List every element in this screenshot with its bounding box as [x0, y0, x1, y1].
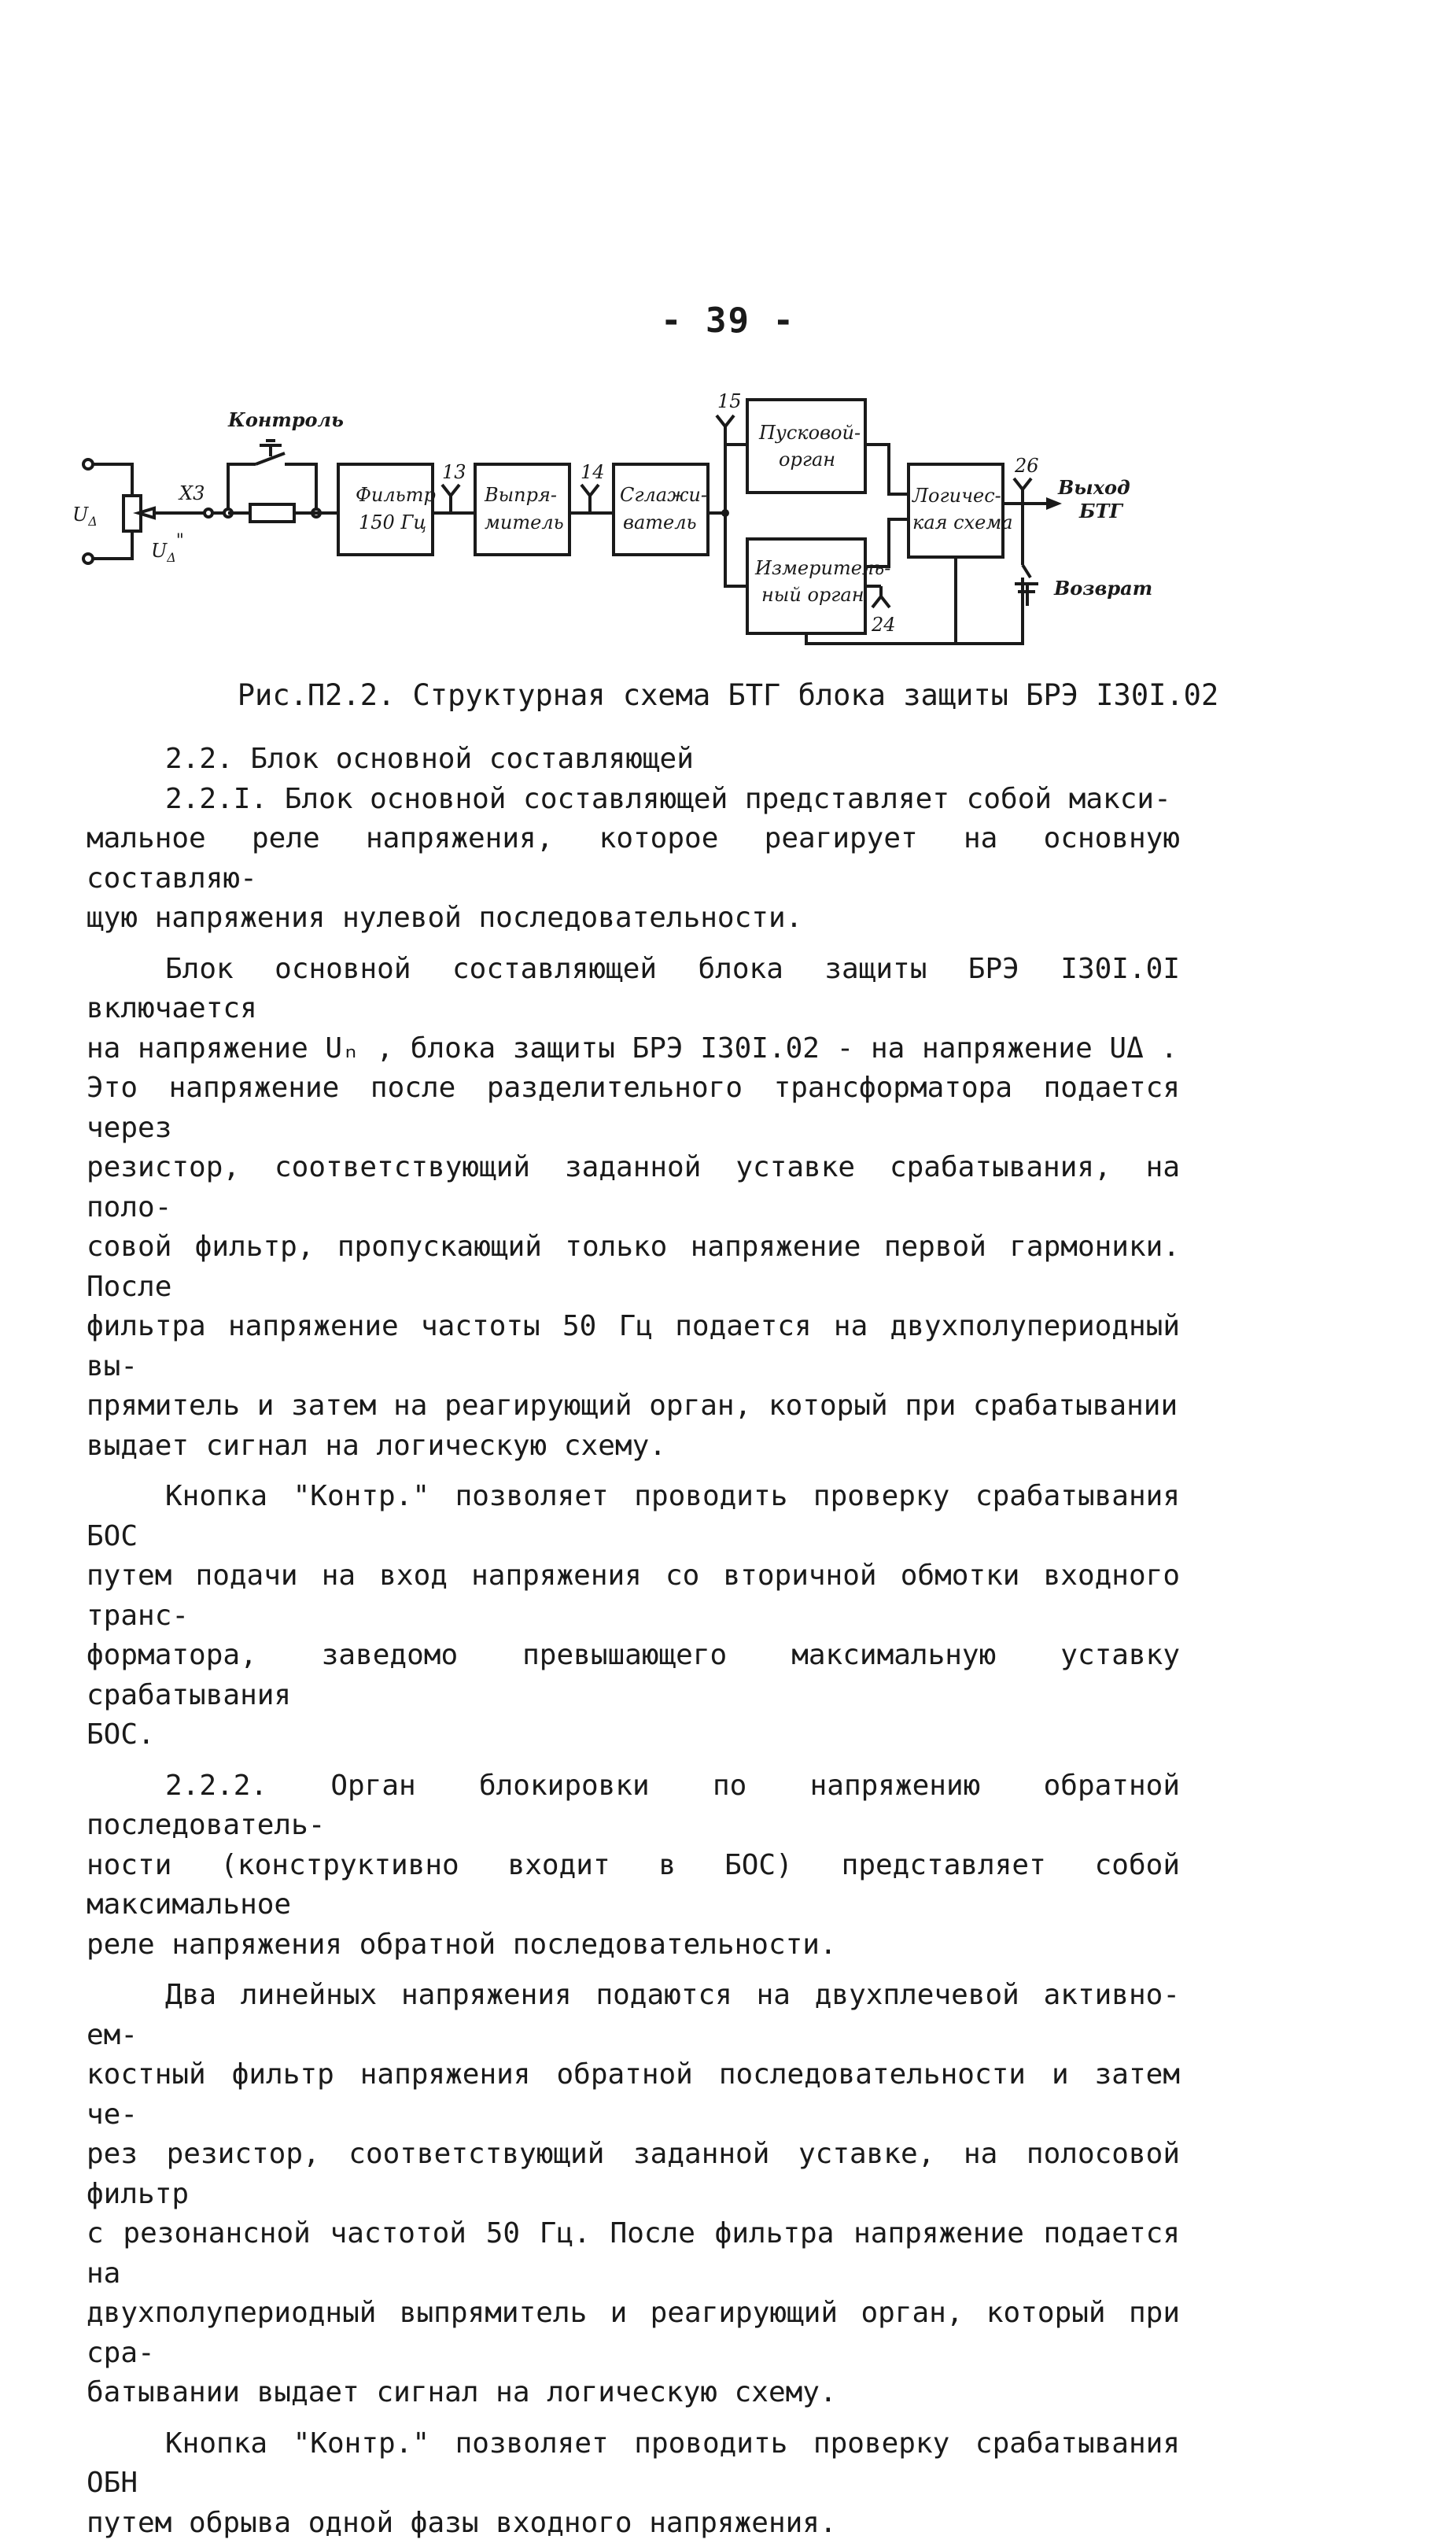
svg-text:кая схема: кая схема [912, 511, 1013, 533]
paragraph-2-2-1: 2.2.I. Блок основной составляющей представляет собой макси- мальное реле напряжения, которое реагирует на основную составляю- щую напряжения нулевой последовательности. [87, 780, 1180, 939]
svg-text:Пусковой-: Пусковой- [758, 422, 861, 444]
svg-text:орган: орган [779, 448, 835, 471]
svg-text:Выпря-: Выпря- [484, 484, 557, 506]
svg-text:Логичес-: Логичес- [912, 485, 1001, 507]
svg-text:Фильтр: Фильтр [356, 484, 436, 506]
svg-text:ный орган: ный орган [761, 584, 864, 606]
control-button-label: Контроль [227, 408, 344, 431]
paragraph-2-2-2: 2.2.2. Орган блокировки по напряжению обратной последователь- ности (конструктивно входит в БОС) представляет собой максимальное реле напряжения обратной последовательности. [87, 1766, 1180, 1965]
logic-circuit-block [909, 464, 1003, 557]
connector-x3-label: Х3 [178, 482, 205, 504]
section-title: 2.2. Блок основной составляющей [87, 740, 1180, 780]
output-label-btg: БТГ [1078, 500, 1123, 522]
paragraph-main-block: Блок основной составляющей блока защиты БРЭ I30I.0I включается на напряжение Uₙ , блока защиты БРЭ I30I.02 - на напряжение UΔ . Это напряжение после разделительного трансформатора подается через резистор, соответствующий заданной уставке срабатывания, на поло- совой фильтр, пропускающий только напряжение первой гармоники. После фильтра напряжение частоты 50 Гц подается на двухполупериодный вы- прямитель и затем на реагирующий орган, который при срабатывании выдает сигнал на логическую схему. [87, 950, 1180, 1467]
start-organ-block [747, 400, 865, 493]
test-point-26: 26 [1014, 455, 1039, 477]
page-number: - 39 - [0, 301, 1456, 341]
control-button[interactable] [228, 441, 316, 513]
paragraph-control-button-bos: Кнопка "Контр." позволяет проводить проверку срабатывания БОС путем подачи на вход напряжения со вторичной обмотки входного транс- форматора, заведомо превышающего максимальную уставку срабатывания БОС. [87, 1477, 1180, 1755]
reset-button[interactable] [956, 565, 1038, 644]
smoother-block [614, 464, 708, 555]
test-point-13: 13 [442, 461, 466, 483]
test-point-14: 14 [581, 461, 605, 483]
reset-label: Возврат [1053, 577, 1152, 600]
test-point-15: 15 [717, 390, 742, 412]
svg-text:ватель: ватель [623, 511, 697, 533]
input-voltage-label: $U_\Delta$ [72, 504, 98, 529]
paragraph-control-button-obn: Кнопка "Контр." позволяет проводить проверку срабатывания ОБН путем обрыва одной фазы входного напряжения. [87, 2424, 1180, 2543]
test-point-24: 24 [871, 614, 896, 636]
block-diagram [0, 378, 1456, 661]
svg-text:150 Гц: 150 Гц [359, 511, 426, 533]
output-label: Выход [1057, 476, 1130, 499]
output-voltage-label: $U_\Delta$" [151, 531, 184, 565]
rectifier-block [475, 464, 569, 555]
document-body [87, 740, 1180, 2543]
resistor [250, 504, 294, 522]
svg-text:Измеритель-: Измеритель- [754, 557, 890, 579]
filter-block [338, 464, 433, 555]
figure-caption: Рис.П2.2. Структурная схема БТГ блока защиты БРЭ I30I.02 [0, 678, 1456, 712]
connector-x3 [205, 509, 212, 517]
svg-text:Сглажи-: Сглажи- [620, 484, 707, 506]
svg-text:митель: митель [485, 511, 564, 533]
paragraph-negative-sequence: Два линейных напряжения подаются на двухплечевой активно-ем- костный фильтр напряжения обратной последовательности и затем че- рез резистор, соответствующий заданной уставке, на полосовой фильтр с резонансной частотой 50 Гц. После фильтра напряжение подается на двухполупериодный выпрямитель и реагирующий орган, который при сра- батывании выдает сигнал на логическую схему. [87, 1976, 1180, 2413]
